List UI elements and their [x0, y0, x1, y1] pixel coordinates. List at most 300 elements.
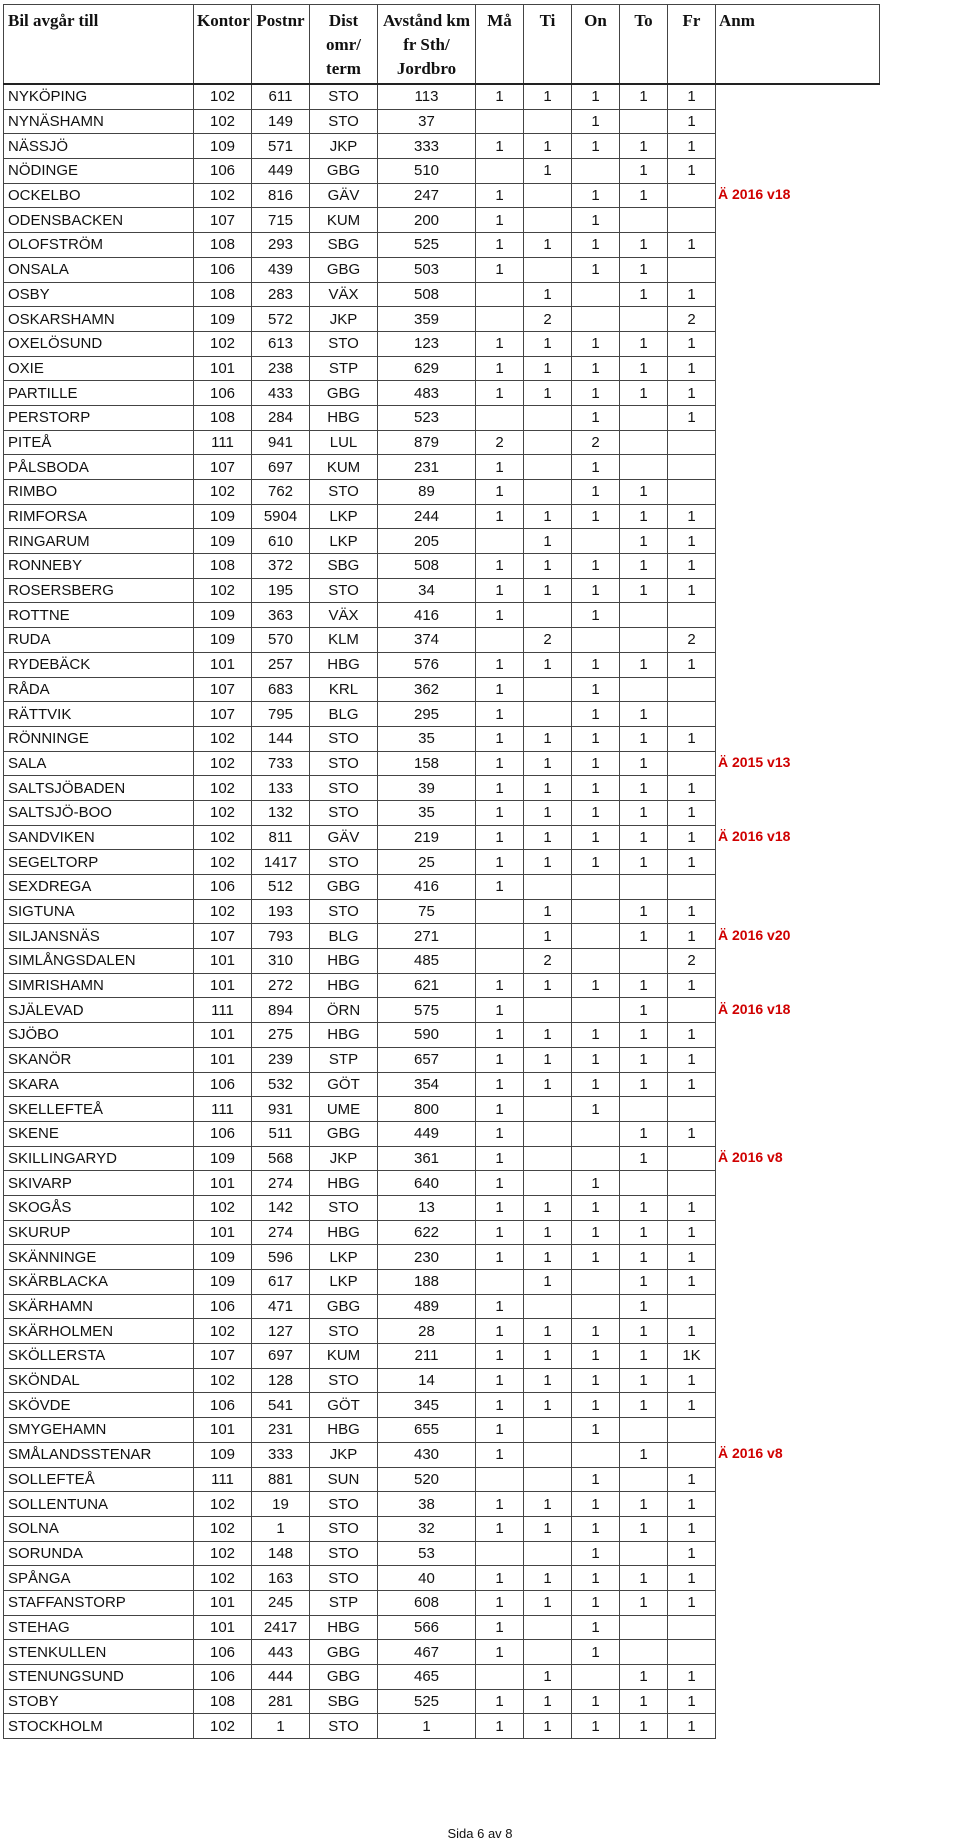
cell-remarks [716, 1097, 880, 1122]
cell-distribution-area: GBG [310, 257, 378, 282]
cell-destination: SKARA [4, 1072, 194, 1097]
cell-friday: 1 [668, 405, 716, 430]
cell-distribution-area: LKP [310, 529, 378, 554]
cell-postal-code: 2417 [252, 1615, 310, 1640]
cell-wednesday: 1 [572, 1640, 620, 1665]
cell-distribution-area: KUM [310, 1344, 378, 1369]
cell-postal-code: 443 [252, 1640, 310, 1665]
cell-postal-code: 272 [252, 973, 310, 998]
cell-thursday [620, 1418, 668, 1443]
cell-wednesday: 1 [572, 356, 620, 381]
cell-office: 102 [194, 1541, 252, 1566]
cell-office: 102 [194, 1492, 252, 1517]
cell-office: 101 [194, 973, 252, 998]
cell-office: 111 [194, 430, 252, 455]
cell-wednesday: 1 [572, 1023, 620, 1048]
cell-destination: RUDA [4, 628, 194, 653]
cell-remarks [716, 1590, 880, 1615]
cell-friday: 1 [668, 578, 716, 603]
cell-postal-code: 274 [252, 1171, 310, 1196]
cell-wednesday: 1 [572, 331, 620, 356]
cell-distance-km: 608 [378, 1590, 476, 1615]
cell-office: 101 [194, 1220, 252, 1245]
cell-distance-km: 37 [378, 109, 476, 134]
cell-thursday: 1 [620, 1294, 668, 1319]
cell-tuesday: 1 [524, 1714, 572, 1739]
cell-destination: SKANÖR [4, 1047, 194, 1072]
table-row [4, 1023, 880, 1048]
cell-thursday [620, 405, 668, 430]
cell-thursday: 1 [620, 1516, 668, 1541]
cell-tuesday [524, 1615, 572, 1640]
cell-friday: 1 [668, 1665, 716, 1690]
cell-distribution-area: STO [310, 751, 378, 776]
remark-note: Ä 2015 v13 [718, 754, 791, 771]
cell-tuesday: 1 [524, 356, 572, 381]
table-row [4, 1640, 880, 1665]
cell-distance-km: 53 [378, 1541, 476, 1566]
cell-wednesday [572, 924, 620, 949]
cell-thursday: 1 [620, 702, 668, 727]
cell-distance-km: 13 [378, 1195, 476, 1220]
cell-thursday: 1 [620, 1220, 668, 1245]
cell-destination: OSKARSHAMN [4, 307, 194, 332]
cell-wednesday: 1 [572, 405, 620, 430]
cell-monday: 1 [476, 751, 524, 776]
cell-monday [476, 628, 524, 653]
table-row [4, 1047, 880, 1072]
cell-monday: 1 [476, 578, 524, 603]
cell-remarks [716, 1566, 880, 1591]
cell-distance-km: 89 [378, 480, 476, 505]
cell-tuesday: 1 [524, 1492, 572, 1517]
cell-distribution-area: GBG [310, 1640, 378, 1665]
cell-destination: SIMLÅNGSDALEN [4, 949, 194, 974]
cell-thursday: 1 [620, 973, 668, 998]
cell-remarks [716, 1665, 880, 1690]
cell-thursday: 1 [620, 529, 668, 554]
cell-friday: 1 [668, 331, 716, 356]
cell-postal-code: 149 [252, 109, 310, 134]
cell-office: 111 [194, 1467, 252, 1492]
cell-tuesday: 1 [524, 1047, 572, 1072]
cell-postal-code: 132 [252, 800, 310, 825]
cell-friday: 1 [668, 1714, 716, 1739]
cell-remarks [716, 726, 880, 751]
cell-friday [668, 677, 716, 702]
cell-tuesday: 1 [524, 1072, 572, 1097]
cell-postal-code: 127 [252, 1319, 310, 1344]
cell-monday [476, 109, 524, 134]
cell-distribution-area: KLM [310, 628, 378, 653]
cell-destination: NYNÄSHAMN [4, 109, 194, 134]
cell-monday [476, 1270, 524, 1295]
table-row [4, 825, 880, 850]
cell-remarks [716, 233, 880, 258]
cell-remarks [716, 1270, 880, 1295]
cell-monday: 1 [476, 1418, 524, 1443]
cell-remarks [716, 1245, 880, 1270]
cell-distance-km: 35 [378, 800, 476, 825]
cell-thursday: 1 [620, 924, 668, 949]
cell-friday: 1 [668, 1072, 716, 1097]
cell-postal-code: 310 [252, 949, 310, 974]
cell-wednesday: 1 [572, 1590, 620, 1615]
cell-destination: ODENSBACKEN [4, 208, 194, 233]
cell-distance-km: 32 [378, 1516, 476, 1541]
cell-wednesday: 1 [572, 726, 620, 751]
cell-office: 107 [194, 924, 252, 949]
cell-distribution-area: JKP [310, 134, 378, 159]
cell-office: 109 [194, 628, 252, 653]
cell-remarks [716, 924, 880, 949]
cell-thursday: 1 [620, 1245, 668, 1270]
cell-remarks [716, 1319, 880, 1344]
cell-distribution-area: GÖT [310, 1072, 378, 1097]
cell-distribution-area: STO [310, 84, 378, 109]
cell-distance-km: 354 [378, 1072, 476, 1097]
cell-tuesday: 1 [524, 751, 572, 776]
cell-tuesday: 1 [524, 850, 572, 875]
table-row [4, 1121, 880, 1146]
cell-office: 101 [194, 1023, 252, 1048]
cell-remarks [716, 603, 880, 628]
cell-wednesday [572, 875, 620, 900]
cell-distribution-area: KUM [310, 455, 378, 480]
cell-remarks [716, 1467, 880, 1492]
cell-friday: 1K [668, 1344, 716, 1369]
cell-wednesday: 1 [572, 1467, 620, 1492]
cell-wednesday: 1 [572, 1195, 620, 1220]
cell-thursday: 1 [620, 183, 668, 208]
cell-destination: SOLLENTUNA [4, 1492, 194, 1517]
cell-distance-km: 503 [378, 257, 476, 282]
cell-monday: 1 [476, 381, 524, 406]
cell-office: 102 [194, 850, 252, 875]
cell-distance-km: 28 [378, 1319, 476, 1344]
table-row [4, 603, 880, 628]
cell-destination: STENKULLEN [4, 1640, 194, 1665]
cell-destination: PÅLSBODA [4, 455, 194, 480]
cell-remarks [716, 455, 880, 480]
cell-tuesday: 1 [524, 1195, 572, 1220]
cell-distance-km: 467 [378, 1640, 476, 1665]
cell-office: 102 [194, 751, 252, 776]
cell-remarks [716, 1640, 880, 1665]
cell-distribution-area: STO [310, 1368, 378, 1393]
cell-wednesday: 1 [572, 1344, 620, 1369]
cell-thursday: 1 [620, 1590, 668, 1615]
cell-tuesday: 1 [524, 1516, 572, 1541]
cell-distance-km: 35 [378, 726, 476, 751]
cell-distribution-area: STO [310, 1319, 378, 1344]
cell-thursday: 1 [620, 1270, 668, 1295]
cell-wednesday: 1 [572, 1516, 620, 1541]
table-row [4, 480, 880, 505]
table-row [4, 1319, 880, 1344]
cell-tuesday [524, 875, 572, 900]
cell-tuesday: 1 [524, 331, 572, 356]
cell-monday: 1 [476, 84, 524, 109]
cell-remarks [716, 1541, 880, 1566]
cell-monday [476, 307, 524, 332]
cell-remarks [716, 331, 880, 356]
table-row [4, 1442, 880, 1467]
cell-postal-code: 611 [252, 84, 310, 109]
table-row [4, 1220, 880, 1245]
cell-monday: 1 [476, 554, 524, 579]
cell-office: 109 [194, 603, 252, 628]
cell-remarks [716, 776, 880, 801]
table-row [4, 134, 880, 159]
cell-distance-km: 520 [378, 1467, 476, 1492]
cell-thursday [620, 1097, 668, 1122]
cell-monday: 1 [476, 1689, 524, 1714]
table-row [4, 455, 880, 480]
cell-tuesday [524, 677, 572, 702]
cell-thursday: 1 [620, 1146, 668, 1171]
cell-thursday: 1 [620, 1665, 668, 1690]
cell-wednesday: 1 [572, 208, 620, 233]
cell-distance-km: 622 [378, 1220, 476, 1245]
header-line: Kontor [197, 11, 250, 30]
cell-distribution-area: HBG [310, 973, 378, 998]
cell-destination: SKENE [4, 1121, 194, 1146]
table-row [4, 282, 880, 307]
cell-remarks [716, 356, 880, 381]
cell-office: 101 [194, 356, 252, 381]
cell-monday: 1 [476, 257, 524, 282]
cell-distribution-area: GBG [310, 159, 378, 184]
cell-distance-km: 230 [378, 1245, 476, 1270]
cell-friday: 1 [668, 1245, 716, 1270]
cell-distribution-area: HBG [310, 949, 378, 974]
cell-destination: SKÄRHAMN [4, 1294, 194, 1319]
cell-wednesday: 1 [572, 134, 620, 159]
cell-office: 101 [194, 1047, 252, 1072]
cell-thursday: 1 [620, 356, 668, 381]
table-row [4, 726, 880, 751]
cell-friday: 2 [668, 307, 716, 332]
cell-tuesday [524, 1121, 572, 1146]
cell-distribution-area: SBG [310, 1689, 378, 1714]
table-row [4, 702, 880, 727]
cell-monday [476, 924, 524, 949]
table-row [4, 1615, 880, 1640]
cell-distribution-area: GBG [310, 875, 378, 900]
cell-wednesday [572, 628, 620, 653]
table-row [4, 159, 880, 184]
cell-remarks [716, 998, 880, 1023]
cell-postal-code: 613 [252, 331, 310, 356]
cell-friday: 1 [668, 1467, 716, 1492]
cell-wednesday: 1 [572, 1171, 620, 1196]
cell-friday: 1 [668, 109, 716, 134]
cell-destination: SKÖNDAL [4, 1368, 194, 1393]
cell-thursday: 1 [620, 159, 668, 184]
remark-note: Ä 2016 v20 [718, 926, 791, 943]
cell-friday [668, 998, 716, 1023]
cell-destination: SKÄRHOLMEN [4, 1319, 194, 1344]
cell-friday: 1 [668, 1047, 716, 1072]
cell-office: 109 [194, 134, 252, 159]
cell-thursday [620, 1541, 668, 1566]
cell-wednesday: 1 [572, 1689, 620, 1714]
cell-tuesday: 1 [524, 1368, 572, 1393]
table-row [4, 1516, 880, 1541]
cell-remarks [716, 973, 880, 998]
cell-distribution-area: BLG [310, 924, 378, 949]
cell-office: 111 [194, 1097, 252, 1122]
cell-tuesday [524, 1418, 572, 1443]
cell-destination: RÖNNINGE [4, 726, 194, 751]
cell-monday: 1 [476, 1245, 524, 1270]
cell-wednesday [572, 307, 620, 332]
cell-wednesday [572, 1294, 620, 1319]
cell-postal-code: 715 [252, 208, 310, 233]
cell-postal-code: 283 [252, 282, 310, 307]
cell-thursday [620, 1640, 668, 1665]
cell-postal-code: 275 [252, 1023, 310, 1048]
cell-postal-code: 144 [252, 726, 310, 751]
cell-postal-code: 257 [252, 652, 310, 677]
cell-friday [668, 603, 716, 628]
cell-wednesday: 1 [572, 652, 620, 677]
cell-wednesday: 1 [572, 603, 620, 628]
cell-postal-code: 570 [252, 628, 310, 653]
cell-postal-code: 281 [252, 1689, 310, 1714]
cell-destination: OSBY [4, 282, 194, 307]
cell-destination: PARTILLE [4, 381, 194, 406]
table-row [4, 183, 880, 208]
cell-postal-code: 816 [252, 183, 310, 208]
cell-remarks [716, 1195, 880, 1220]
cell-monday: 1 [476, 1097, 524, 1122]
cell-thursday [620, 1171, 668, 1196]
table-row [4, 949, 880, 974]
cell-monday: 1 [476, 356, 524, 381]
cell-distribution-area: STO [310, 1516, 378, 1541]
cell-office: 109 [194, 529, 252, 554]
table-row [4, 257, 880, 282]
cell-distribution-area: SBG [310, 233, 378, 258]
cell-distance-km: 231 [378, 455, 476, 480]
cell-distribution-area: SBG [310, 554, 378, 579]
cell-wednesday: 1 [572, 1072, 620, 1097]
cell-tuesday [524, 430, 572, 455]
cell-postal-code: 193 [252, 899, 310, 924]
cell-remarks [716, 677, 880, 702]
cell-destination: NYKÖPING [4, 84, 194, 109]
cell-postal-code: 795 [252, 702, 310, 727]
cell-tuesday: 1 [524, 776, 572, 801]
cell-thursday: 1 [620, 850, 668, 875]
cell-destination: OLOFSTRÖM [4, 233, 194, 258]
cell-distance-km: 523 [378, 405, 476, 430]
cell-thursday: 1 [620, 1121, 668, 1146]
cell-friday [668, 1442, 716, 1467]
cell-friday: 1 [668, 899, 716, 924]
cell-friday [668, 1146, 716, 1171]
cell-monday: 1 [476, 183, 524, 208]
remark-note: Ä 2016 v18 [718, 828, 791, 845]
cell-monday: 1 [476, 998, 524, 1023]
cell-wednesday: 1 [572, 1393, 620, 1418]
cell-remarks [716, 1220, 880, 1245]
cell-tuesday: 1 [524, 233, 572, 258]
cell-remarks [716, 159, 880, 184]
cell-remarks [716, 282, 880, 307]
remark-note: Ä 2016 v8 [718, 1149, 783, 1166]
cell-friday: 1 [668, 850, 716, 875]
cell-wednesday: 1 [572, 825, 620, 850]
cell-postal-code: 571 [252, 134, 310, 159]
page-number: Sida 6 av 8 [447, 1826, 513, 1841]
cell-tuesday: 1 [524, 529, 572, 554]
cell-tuesday [524, 1541, 572, 1566]
cell-postal-code: 274 [252, 1220, 310, 1245]
cell-tuesday [524, 257, 572, 282]
cell-remarks [716, 1171, 880, 1196]
cell-wednesday: 1 [572, 1047, 620, 1072]
cell-distribution-area: STO [310, 899, 378, 924]
cell-friday [668, 1294, 716, 1319]
cell-distribution-area: KRL [310, 677, 378, 702]
table-row [4, 504, 880, 529]
cell-monday: 1 [476, 208, 524, 233]
cell-tuesday: 1 [524, 973, 572, 998]
cell-destination: SJÖBO [4, 1023, 194, 1048]
cell-friday: 1 [668, 84, 716, 109]
cell-monday: 1 [476, 1171, 524, 1196]
cell-thursday: 1 [620, 1442, 668, 1467]
cell-tuesday: 1 [524, 726, 572, 751]
cell-friday: 1 [668, 825, 716, 850]
header-line: Jordbro [396, 59, 457, 78]
cell-wednesday: 1 [572, 554, 620, 579]
cell-postal-code: 733 [252, 751, 310, 776]
cell-wednesday: 1 [572, 1220, 620, 1245]
cell-tuesday: 1 [524, 1393, 572, 1418]
cell-office: 108 [194, 282, 252, 307]
cell-friday [668, 1615, 716, 1640]
cell-distance-km: 374 [378, 628, 476, 653]
cell-wednesday [572, 1270, 620, 1295]
cell-distance-km: 525 [378, 1689, 476, 1714]
cell-thursday [620, 628, 668, 653]
cell-office: 107 [194, 677, 252, 702]
cell-distance-km: 345 [378, 1393, 476, 1418]
cell-wednesday: 1 [572, 381, 620, 406]
cell-office: 106 [194, 381, 252, 406]
cell-destination: SKELLEFTEÅ [4, 1097, 194, 1122]
cell-office: 106 [194, 1665, 252, 1690]
cell-remarks [716, 257, 880, 282]
cell-destination: RIMBO [4, 480, 194, 505]
cell-thursday: 1 [620, 1566, 668, 1591]
cell-wednesday: 1 [572, 257, 620, 282]
cell-destination: SKÖVDE [4, 1393, 194, 1418]
cell-tuesday: 1 [524, 899, 572, 924]
cell-destination: SMYGEHAMN [4, 1418, 194, 1443]
cell-distribution-area: STO [310, 800, 378, 825]
cell-thursday: 1 [620, 134, 668, 159]
header-thursday [620, 5, 668, 85]
table-row [4, 1171, 880, 1196]
cell-remarks [716, 1047, 880, 1072]
table-row [4, 1418, 880, 1443]
cell-destination: OXIE [4, 356, 194, 381]
